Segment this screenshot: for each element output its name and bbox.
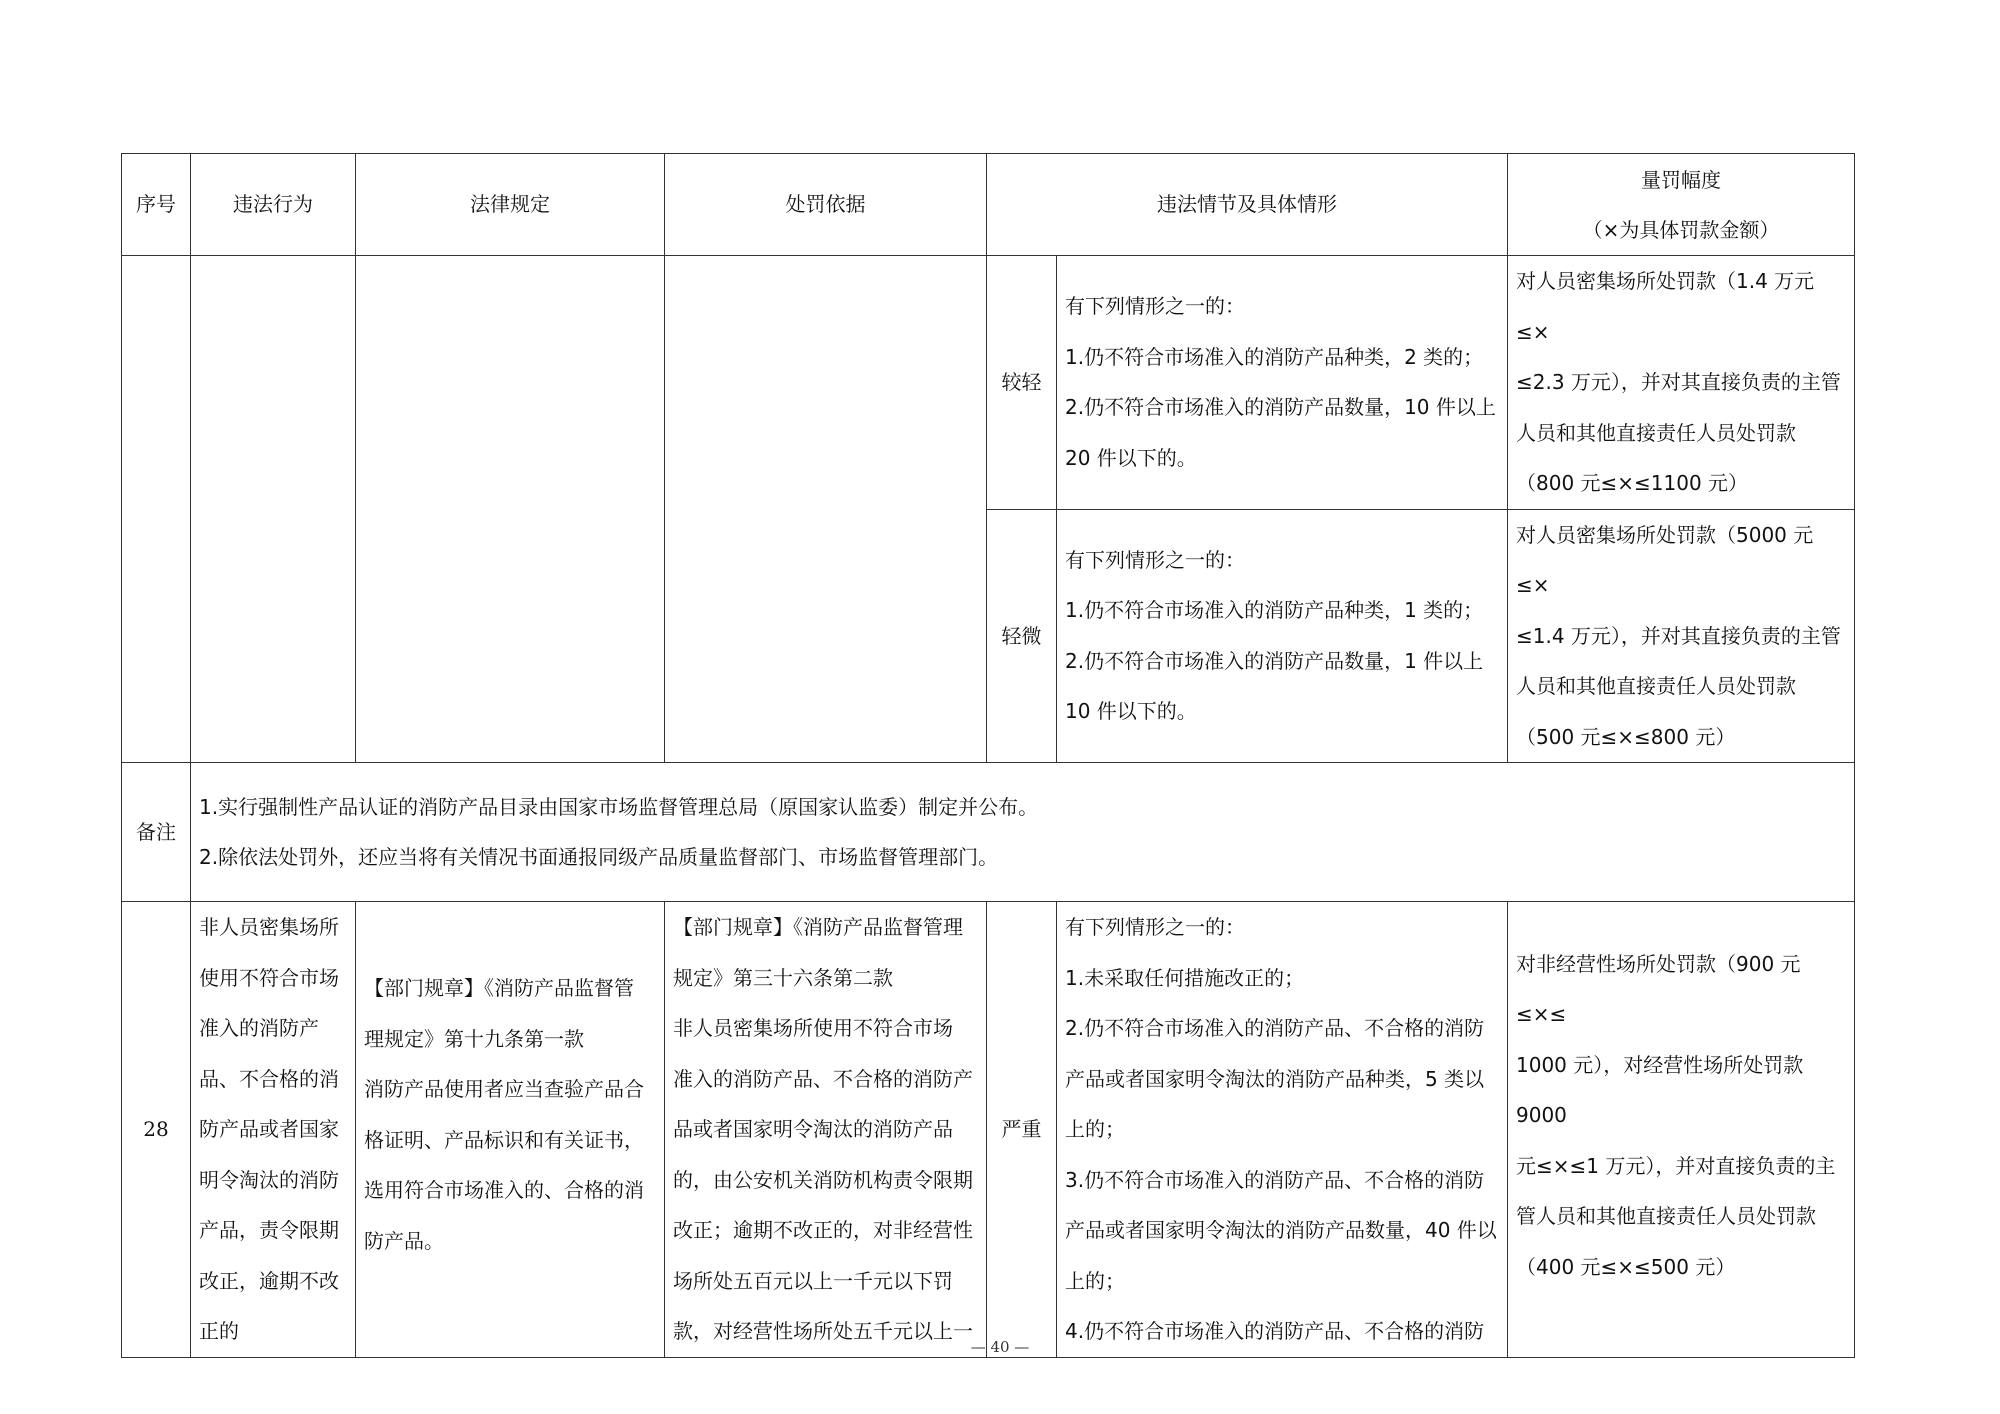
law-28-text: 【部门规章】《消防产品监督管 理规定》第十九条第一款 消防产品使用者应当查验产品合 格证明、产品标识和有关证书， 选用符合市场准入的、合格的消 防产品。 — [364, 976, 644, 1253]
continued-law-cell — [356, 256, 665, 763]
continued-seq-cell — [122, 256, 191, 763]
header-seq: 序号 — [122, 154, 191, 256]
detail-minor — [1057, 509, 1508, 763]
header-row — [122, 154, 1855, 256]
level-minor: 轻微 — [987, 509, 1057, 763]
penalty-28 — [1508, 902, 1855, 1358]
seq-28: 28 — [122, 902, 191, 1358]
detail-lighter — [1057, 256, 1508, 510]
detail-28 — [1057, 902, 1508, 1358]
level-lighter: 较轻 — [987, 256, 1057, 510]
row-item-28 — [122, 902, 1855, 1358]
header-circumstance: 违法情节及具体情形 — [987, 154, 1508, 256]
penalty-lighter-text: 对人员密集场所处罚款（1.4 万元≤× ≤2.3 万元），并对其直接负责的主管 人员和其他直接责任人员处罚款 （800 元≤×≤1100 元） — [1516, 269, 1841, 495]
penalty-lighter — [1508, 256, 1855, 510]
header-behavior: 违法行为 — [191, 154, 356, 256]
header-penalty-title: 量罚幅度 — [1641, 167, 1721, 192]
basis-28-text: 【部门规章】《消防产品监督管理 规定》第三十六条第二款 非人员密集场所使用不符合市场 准入的消防产品、不合格的消防产 品或者国家明令淘汰的消防产品 的，由公安机关消防机构责令限期 改正；逾期不改正的，对非经营性 场所处五百元以上一千元以下罚 款，对经营性场所处五千元以上一 — [673, 915, 973, 1343]
continued-behavior-cell — [191, 256, 356, 763]
header-basis: 处罚依据 — [665, 154, 987, 256]
remark-text: 1.实行强制性产品认证的消防产品目录由国家市场监督管理总局（原国家认监委）制定并公布。 2.除依法处罚外，还应当将有关情况书面通报同级产品质量监督部门、市场监督管理部门。 — [199, 794, 1039, 869]
remark-label: 备注 — [122, 763, 191, 902]
header-law: 法律规定 — [356, 154, 665, 256]
detail-minor-text: 有下列情形之一的： 1.仍不符合市场准入的消防产品种类，1 类的； 2.仍不符合市场准入的消防产品数量，1 件以上 10 件以下的。 — [1065, 547, 1484, 724]
row-remark — [122, 763, 1855, 902]
detail-lighter-text: 有下列情形之一的： 1.仍不符合市场准入的消防产品种类，2 类的； 2.仍不符合市场准入的消防产品数量，10 件以上 20 件以下的。 — [1065, 294, 1496, 470]
remark-content — [191, 763, 1855, 902]
penalty-minor — [1508, 509, 1855, 763]
detail-28-text: 有下列情形之一的： 1.未采取任何措施改正的； 2.仍不符合市场准入的消防产品、不合格的消防 产品或者国家明令淘汰的消防产品种类，5 类以 上的； 3.仍不符合市场准入的消防产品、不合格的消防 产品或者国家明令淘汰的消防产品数量，40 件以 上的； 4.仍不符合市场准入的消防产品、不合格的消防 — [1065, 915, 1497, 1343]
behavior-28 — [191, 902, 356, 1358]
level-28: 严重 — [987, 902, 1057, 1358]
law-28 — [356, 902, 665, 1358]
penalty-28-text: 对非经营性场所处罚款（900 元≤×≤ 1000 元），对经营性场所处罚款 9000 元≤×≤1 万元），并对直接负责的主 管人员和其他直接责任人员处罚款 （400 元≤×≤500 元） — [1516, 951, 1836, 1279]
continued-basis-cell — [665, 256, 987, 763]
penalty-table — [121, 153, 1855, 1358]
page-number: — 40 — — [970, 1338, 1030, 1356]
header-penalty-note: （×为具体罚款金额） — [1582, 217, 1780, 242]
row-lighter — [122, 256, 1855, 510]
header-penalty — [1508, 154, 1855, 256]
penalty-minor-text: 对人员密集场所处罚款（5000 元≤× ≤1.4 万元），并对其直接负责的主管 人员和其他直接责任人员处罚款 （500 元≤×≤800 元） — [1516, 522, 1841, 749]
basis-28 — [665, 902, 987, 1358]
behavior-28-text: 非人员密集场所 使用不符合市场 准入的消防产 品、不合格的消 防产品或者国家 明令淘汰的消防 产品，责令限期 改正，逾期不改 正的 — [199, 915, 339, 1343]
